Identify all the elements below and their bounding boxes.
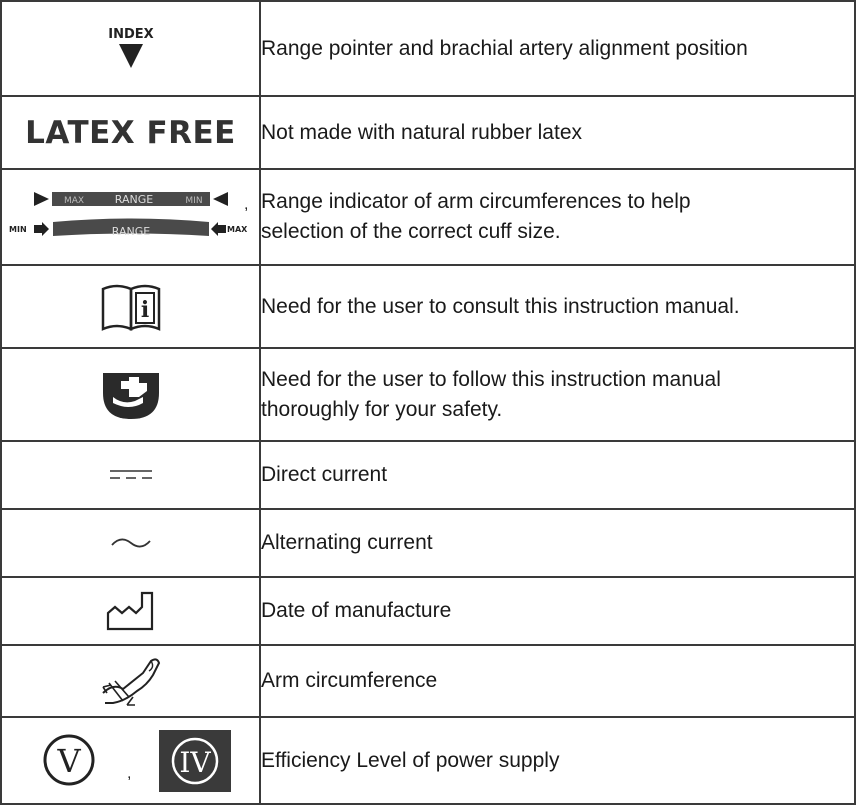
description-line: thoroughly for your safety.	[261, 397, 503, 421]
table-row	[1, 169, 855, 265]
table-row	[1, 1, 855, 96]
symbol-cell	[1, 645, 260, 717]
symbol-cell	[1, 265, 260, 348]
description-cell	[260, 348, 855, 441]
separator-comma: ,	[243, 196, 248, 213]
alternating-current-icon	[106, 533, 156, 553]
description-line: Range pointer and brachial artery alignment position	[261, 36, 748, 60]
table-row	[1, 577, 855, 645]
description-line: Direct current	[261, 463, 388, 486]
description-cell	[260, 645, 855, 717]
follow-manual-icon	[99, 367, 163, 423]
description-cell	[260, 509, 855, 577]
description-line: selection of the correct cuff size.	[261, 220, 561, 243]
efficiency-level-a: V	[56, 741, 81, 780]
info-letter: i	[140, 296, 149, 323]
description-line: Not made with natural rubber latex	[261, 120, 582, 144]
description-cell	[260, 1, 855, 96]
symbol-cell	[1, 348, 260, 441]
description-cell	[260, 96, 855, 169]
table-row	[1, 509, 855, 577]
symbol-cell	[1, 169, 260, 265]
description-line: Range indicator of arm circumferences to help	[261, 190, 691, 213]
consult-manual-icon	[99, 281, 163, 333]
table-row	[1, 265, 855, 348]
manufacture-date-icon	[104, 589, 158, 633]
latex-free-icon: LATEX FREE	[25, 114, 236, 151]
direct-current-icon	[106, 465, 156, 485]
range-min-label: MIN	[8, 225, 27, 234]
table-row	[1, 717, 855, 804]
table-row	[1, 348, 855, 441]
symbol-cell	[1, 441, 260, 509]
index-label: INDEX	[107, 26, 154, 42]
description-line: Efficiency Level of power supply	[261, 748, 560, 772]
description-cell	[260, 717, 855, 804]
range-min-label: MIN	[184, 196, 203, 206]
arm-circumference-icon	[93, 653, 169, 709]
description-line: Need for the user to follow this instruction manual	[261, 367, 721, 391]
description-cell	[260, 169, 855, 265]
description-cell	[260, 265, 855, 348]
range-indicator-icon	[6, 187, 256, 247]
table-row	[1, 645, 855, 717]
range-max-label: MAX	[63, 196, 84, 206]
table-row	[1, 441, 855, 509]
description-line: Date of manufacture	[261, 599, 452, 622]
range-label: RANGE	[111, 225, 150, 238]
symbol-cell	[1, 509, 260, 577]
description-line: Need for the user to consult this instruction manual.	[261, 294, 740, 318]
efficiency-level-icon	[31, 728, 231, 794]
range-max-label: MAX	[226, 225, 247, 234]
symbol-cell	[1, 577, 260, 645]
separator-comma: ,	[126, 764, 131, 782]
index-icon	[101, 24, 161, 74]
description-cell	[260, 577, 855, 645]
description-line: Arm circumference	[261, 669, 438, 692]
symbol-cell	[1, 1, 260, 96]
efficiency-level-b: IV	[178, 745, 211, 779]
symbol-cell	[1, 96, 260, 169]
symbol-cell	[1, 717, 260, 804]
description-cell	[260, 441, 855, 509]
description-line: Alternating current	[261, 531, 433, 554]
range-label: RANGE	[114, 193, 153, 206]
table-row	[1, 96, 855, 169]
